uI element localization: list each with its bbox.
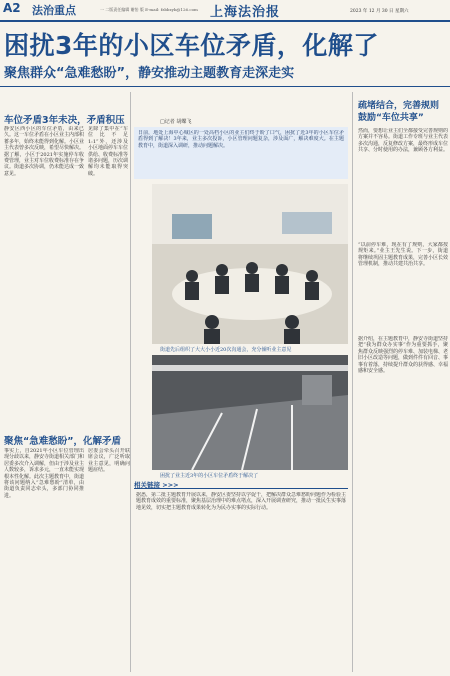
meeting-photo [152,184,348,344]
right-column-text-3: 据介绍，在主题教育中，静安寺街道坚持把“我为群众办实事”作为重要抓手，聚焦群众反映强烈的停车难、加装电梯、老旧小区改造等问题，做到件件有回音、事事有着落，持续提升群众的获得感、幸福感和安全感。 [358,336,448,375]
right-column-heading: 疏堵结合，完善规则 鼓励“车位共享” [358,101,440,123]
related-links-text: 据悉，第二批主题教育开展以来，静安区委坚持以学促干，把解决群众急难愁盼问题作为检验主题教育成效的重要标准，聚焦基层治理中的难点堵点，深入开展调查研究，推动一批民生实事落地见效，切实把主题教育成果转化为为民办实事的实际行动。 [136,492,346,511]
second-column-text-2: 居委会牵头召开联席会议，广泛听取业主意见，明确问题症结。 [88,448,130,474]
headline: 困扰3年的小区车位矛盾，化解了 [4,31,379,60]
second-column-text: 见除了集中在“车位比不足1:1”外，还涉及小区地面停车车位供给、收费标准等诸多问题，历次调解均未能取得突破。 [88,126,128,177]
lead-text: 日前，地处上海中心城区的一处高档小区的业主们终于盼了口气，困扰了近3年的小区车位矛盾得到了解决！3年来，业主多次投诉，小区管理问题复杂，涉及面广，解决难度大。在主题教育中，街道深入调研，推动问题解决。 [138,130,344,149]
headline-rule [0,86,450,87]
newspaper-masthead: 上海法治报 [210,5,281,20]
right-column-text-2: “以前停车难，现在有了规则，大家都按规矩来。”业主王先生说。下一步，街道将继续巩固主题教育成果，完善小区长效管理机制，推动共建共治共享。 [358,242,448,268]
left-column-text-2: 事实上，自2021年小区车位管理出现分歧以来，静安寺街道相关部门和居委多次介入调解，但由于涉及业主人数较多，诉求多元，一直未能实现根本性化解。此次主题教育中，街道将该问题纳入“急难愁盼”清单，由街道负责同志牵头，多部门协同推进。 [4,448,84,499]
left-column-text: 静安区西小区的车位矛盾，由来已久。这一车位矛盾在小区业主内部积蓄多年，始终未能得到化解。小区业主代表曾多次反映，希望尽快解决。据了解，小区于2021年实施停车收费管理，业主对车位收费标准存在争议。街道多次协调，仍未能达成一致意见。 [4,126,84,177]
editor-credits: 一 二版责任编辑 谢怡 版 E-mail: fzbbzyb@126.com [100,7,198,12]
byline: □记者 胡蝶飞 [160,119,192,125]
column-divider [352,92,353,672]
left-column-heading-2: 聚焦“急难愁盼”，化解矛盾 [4,436,121,447]
parking-garage-photo [152,355,348,470]
issue-date: 2023 年 12 月 30 日 星期六 [350,9,409,14]
column-divider [130,92,131,672]
left-column-heading: 车位矛盾3年未决，矛盾积压 [4,115,125,126]
photo-caption: 街道先后组织了大大小小近20次沟通会，充分倾听业主意见 [160,347,292,353]
right-column-text: 然而，要想让业主们全都接受完善规则的方案并不容易。街道工作专班与业主代表多次沟通，反复修改方案，最终形成车位共享、分时使用的办法，兼顾各方利益。 [358,128,448,154]
photo-caption: 困扰了业主近3年的小区车位矛盾终于解决了 [160,473,259,479]
section-title: 法治重点 [32,4,76,17]
page-number: A2 [3,1,21,15]
header-rule [0,20,450,22]
related-links-title: 相关链接 >>> [134,481,179,489]
subheadline: 聚焦群众“急难愁盼”，静安推动主题教育走深走实 [4,66,295,81]
